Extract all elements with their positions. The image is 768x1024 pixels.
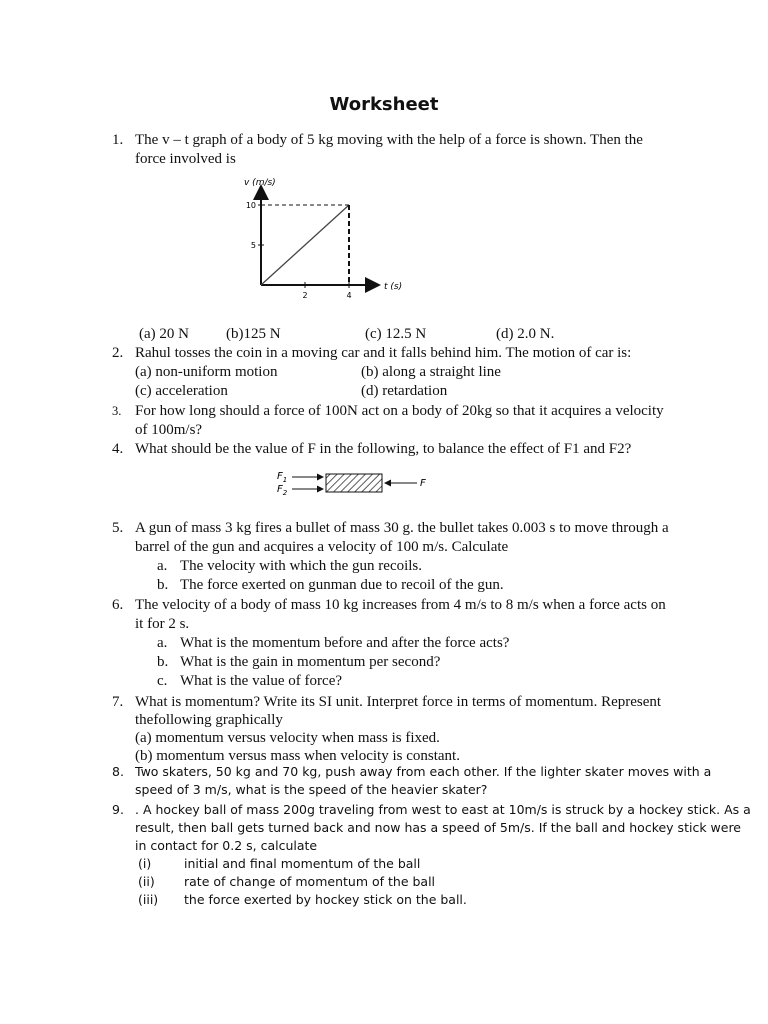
question-number: 4. — [112, 441, 124, 457]
f-label: F — [420, 478, 426, 489]
f1-label: $F_1$ — [277, 471, 288, 484]
question-text: . A hockey ball of mass 200g traveling from west to east at 10m/s is struck by a hockey stick. As a — [135, 802, 751, 817]
question-number: 5. — [112, 520, 124, 536]
question-text: (a) momentum versus velocity when mass is fixed. — [135, 730, 440, 746]
hatched-block — [326, 474, 382, 492]
question-text: The v – t graph of a body of 5 kg moving with the help of a force is shown. Then the — [135, 132, 643, 148]
question-text: A gun of mass 3 kg fires a bullet of mass 30 g. the bullet takes 0.003 s to move through a — [135, 520, 669, 536]
question-number: 2. — [112, 345, 124, 361]
question-2 — [112, 344, 682, 401]
option-d[interactable]: (d) 2.0 N. — [496, 326, 555, 342]
question-1 — [112, 131, 682, 169]
question-number: 1. — [112, 132, 124, 148]
f2-label: $F_2$ — [277, 484, 288, 497]
sub-question: a. The velocity with which the gun recoils. — [157, 558, 423, 574]
question-text: (b) momentum versus mass when velocity is constant. — [135, 748, 460, 764]
vt-graph — [230, 172, 405, 304]
option-b[interactable]: (b)125 N — [226, 326, 281, 342]
velocity-line — [261, 205, 349, 285]
question-5 — [112, 519, 682, 595]
y-axis-label: v (m/s) — [244, 178, 276, 188]
option-c[interactable]: (c) 12.5 N — [365, 326, 427, 342]
question-text: of 100m/s? — [135, 422, 203, 438]
y-tick-label: 5 — [250, 241, 256, 250]
question-number: 3. — [112, 404, 122, 418]
option-c[interactable]: (c) acceleration — [135, 383, 228, 399]
question-3 — [112, 402, 682, 440]
option-b[interactable]: (b) along a straight line — [361, 364, 501, 380]
question-4 — [112, 440, 682, 459]
sub-question: (ii) rate of change of momentum of the ball — [138, 874, 436, 889]
question-text: For how long should a force of 100N act on a body of 20kg so that it acquires a velocity — [135, 403, 664, 419]
question-number: 6. — [112, 597, 124, 613]
option-a[interactable]: (a) non-uniform motion — [135, 364, 278, 380]
option-a[interactable]: (a) 20 N — [139, 326, 189, 342]
sub-question: a. What is the momentum before and after the force acts? — [157, 635, 510, 651]
question-text: Rahul tosses the coin in a moving car and it falls behind him. The motion of car is: — [135, 345, 632, 361]
question-text: force involved is — [135, 151, 236, 167]
sub-question: (i) initial and final momentum of the ball — [138, 856, 421, 871]
question-number: 9. — [112, 802, 124, 817]
question-6 — [112, 596, 682, 691]
question-text: Two skaters, 50 kg and 70 kg, push away from each other. If the lighter skater moves with a — [135, 764, 712, 779]
sub-question: b. What is the gain in momentum per second? — [157, 654, 441, 670]
question-text: What is momentum? Write its SI unit. Interpret force in terms of momentum. Represent — [135, 694, 662, 710]
question-8 — [112, 763, 712, 799]
question-1-options — [112, 325, 682, 344]
question-text: speed of 3 m/s, what is the speed of the heavier skater? — [135, 782, 488, 797]
question-text: The velocity of a body of mass 10 kg increases from 4 m/s to 8 m/s when a force acts on — [135, 597, 666, 613]
force-diagram — [272, 468, 437, 498]
page-title: Worksheet — [329, 94, 439, 115]
question-text: What should be the value of F in the following, to balance the effect of F1 and F2? — [135, 441, 632, 457]
question-text: in contact for 0.2 s, calculate — [135, 838, 318, 853]
x-axis-label: t (s) — [384, 282, 403, 292]
question-text: barrel of the gun and acquires a velocity of 100 m/s. Calculate — [135, 539, 509, 555]
x-tick-label: 4 — [346, 291, 352, 300]
question-number: 8. — [112, 764, 124, 779]
sub-question: c. What is the value of force? — [157, 673, 343, 689]
question-9 — [112, 801, 751, 909]
sub-question: (iii) the force exerted by hockey stick on the ball. — [138, 892, 467, 907]
question-text: result, then ball gets turned back and now has a speed of 5m/s. If the ball and hockey stick were — [135, 820, 741, 835]
question-number: 7. — [112, 694, 124, 710]
question-7 — [112, 693, 682, 765]
x-tick-label: 2 — [302, 291, 308, 300]
sub-question: b. The force exerted on gunman due to recoil of the gun. — [157, 577, 504, 593]
question-text: it for 2 s. — [135, 616, 190, 632]
option-d[interactable]: (d) retardation — [361, 383, 448, 399]
question-text: thefollowing graphically — [135, 712, 283, 728]
y-tick-label: 10 — [245, 201, 256, 210]
